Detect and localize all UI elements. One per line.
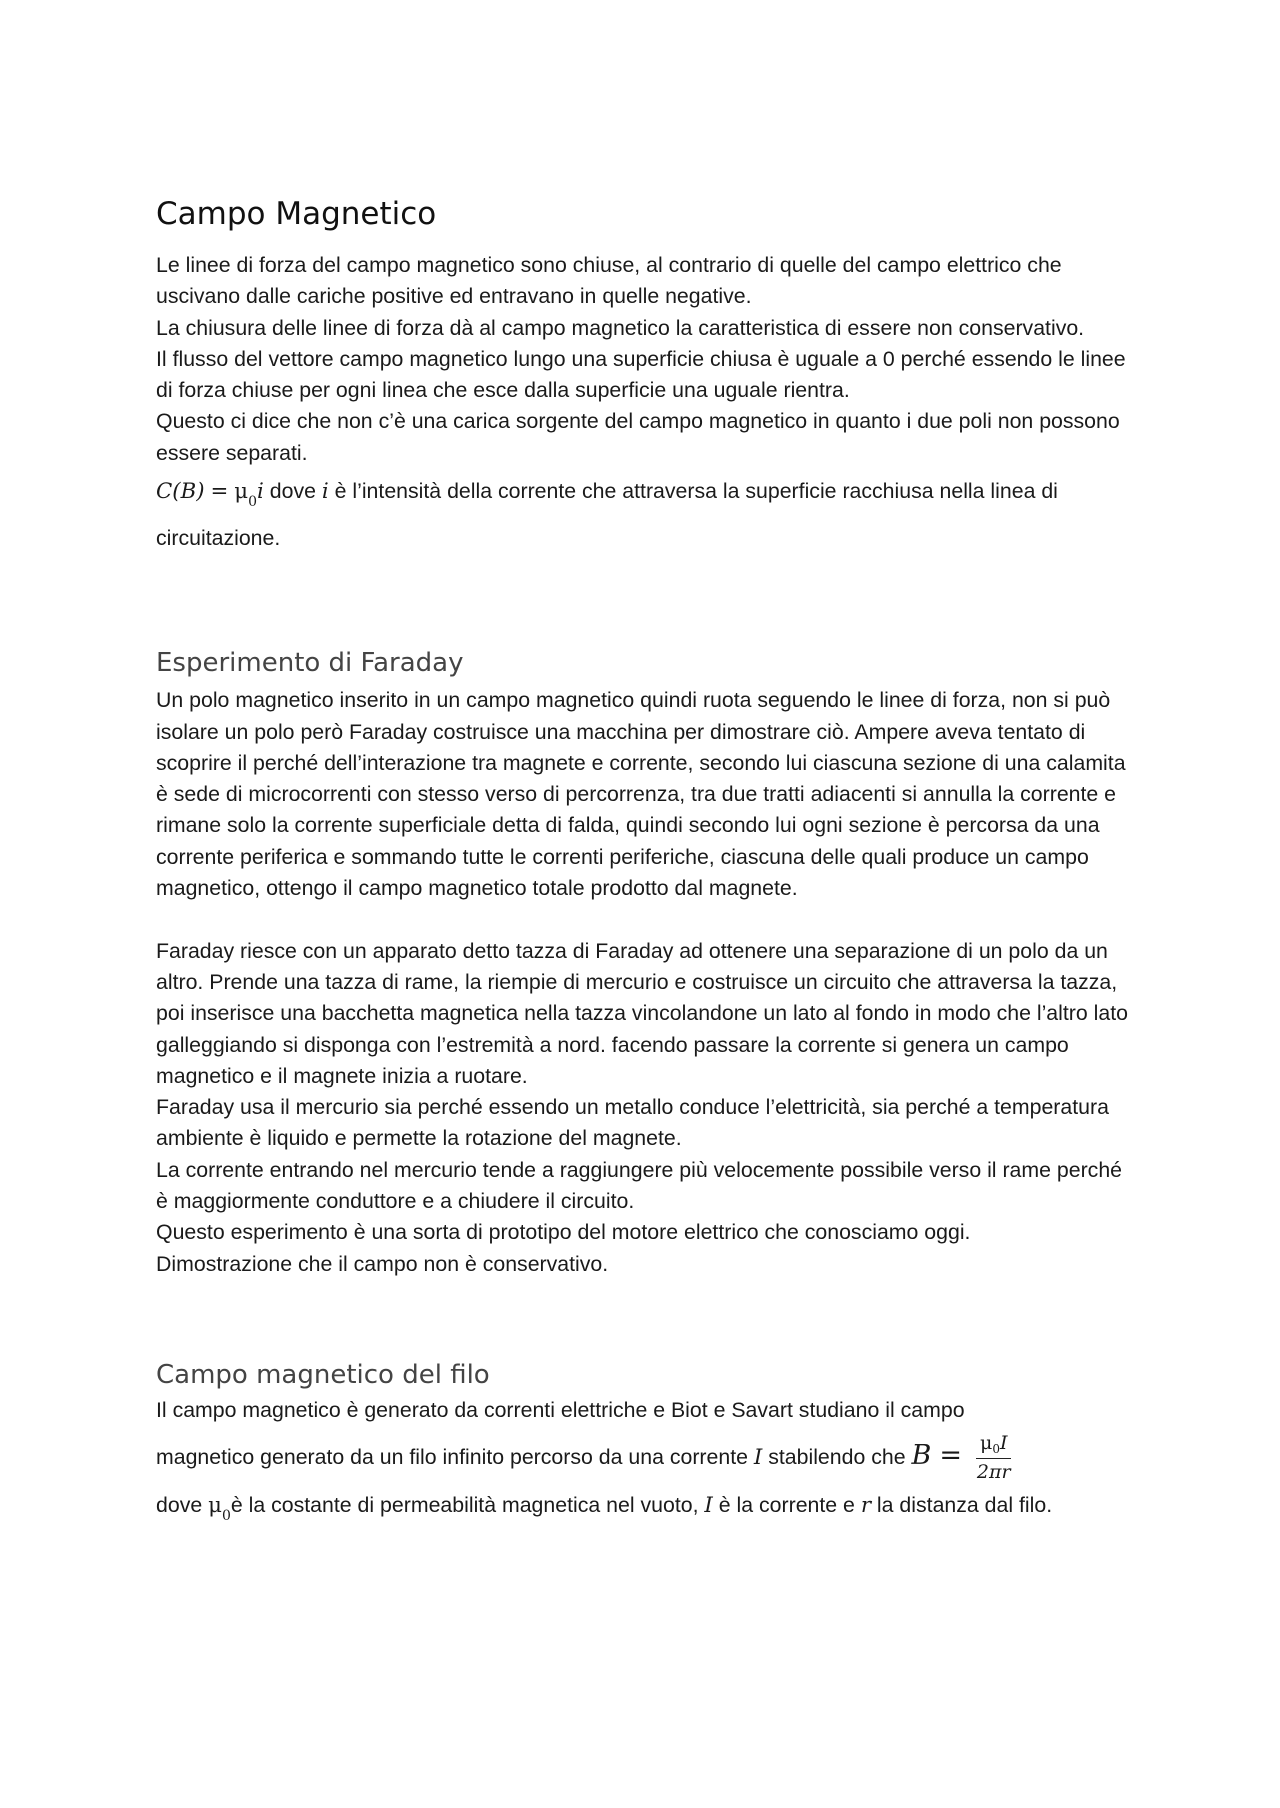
formula-text-b: è l’intensità della corrente che attraversa la superficie racchiusa nella linea di circuitazione. [156, 479, 1058, 551]
filo-r: r [860, 1492, 872, 1518]
filo-var-I: I [753, 1444, 763, 1470]
fraction-denominator: 2πr [976, 1461, 1011, 1484]
num-mu: μ [979, 1432, 993, 1455]
formula-eq: = [210, 479, 229, 505]
formula-lhs: C(B) [156, 479, 205, 505]
faraday-paragraph-2: Faraday riesce con un apparato detto tazza di Faraday ad ottenere una separazione di un polo da un altro. Prende una tazza di rame, la riempie di mercurio e costruisce un circuito che attraversa la tazza, poi inserisce una bacchetta magnetica nella tazza vincolandone un lato al fondo in modo che l’altro lato galleggiando si disponga con l’estremità a nord. facendo passare la corrente si genera un campo magnetico e il magnete inizia a ruotare. [156, 938, 1128, 1088]
filo-heading: Campo magnetico del filo [156, 1360, 490, 1390]
filo-line-3-a: dove [156, 1492, 209, 1517]
filo-line-3-d: la distanza dal filo. [871, 1492, 1053, 1517]
faraday-paragraph-1: Un polo magnetico inserito in un campo magnetico quindi ruota seguendo le linee di forza, non si può isolare un polo però Faraday costruisce una macchina per dimostrare ciò. Ampere aveva tentato di scoprire il perché dell’interazione tra magnete e corrente, secondo lui ciascuna sezione di una calamita è sede di microcorrenti con stesso verso di percorrenza, tra due tratti adiacenti si annulla la corrente e rimane solo la corrente superficiale detta di falda, quindi secondo lui ogni sezione è percorsa da una corrente periferica e sommando tutte le correnti periferiche, ciascuna delle quali produce un campo magnetico, ottengo il campo magnetico totale prodotto dal magnete. [156, 688, 1126, 901]
filo-line-3-b: è la costante di permeabilità magnetica nel vuoto, [230, 1492, 705, 1517]
num-I: I [999, 1432, 1008, 1455]
formula-i: i [257, 479, 264, 505]
num-sub: 0 [992, 1442, 1000, 1457]
filo-line-1: Il campo magnetico è generato da correnti elettriche e Biot e Savart studiano il campo [156, 1398, 965, 1423]
formula-mu-sub: 0 [248, 494, 258, 511]
faraday-paragraph-5: Questo esperimento è una sorta di prototipo del motore elettrico che conosciamo oggi. [156, 1220, 971, 1245]
intro-paragraph-4: Questo ci dice che non c’è una carica sorgente del campo magnetico in quanto i due poli non possono essere separati. [156, 409, 1120, 465]
filo-line-2-end: stabilendo che [762, 1444, 912, 1469]
formula-mu: μ [234, 479, 249, 505]
formula-equals: = [939, 1439, 962, 1471]
formula-B: B [911, 1439, 932, 1471]
faraday-section [156, 648, 1136, 1280]
faraday-paragraph-6: Dimostrazione che il campo non è conservativo. [156, 1251, 609, 1276]
biot-savart-fraction [976, 1432, 1012, 1483]
filo-line-2-text: magnetico generato da un filo infinito percorso da una corrente [156, 1444, 754, 1469]
filo-section [156, 1360, 1136, 1526]
filo-mu: μ [208, 1492, 222, 1518]
circuitation-formula-line [156, 469, 1136, 560]
intro-paragraph-1: Le linee di forza del campo magnetico sono chiuse, al contrario di quelle del campo elettrico che uscivano dalle cariche positive ed entravano in quelle negative. [156, 253, 1062, 309]
faraday-paragraph-3: Faraday usa il mercurio sia perché essendo un metallo conduce l’elettricità, sia perché a temperatura ambiente è liquido e permette la rotazione del magnete. [156, 1095, 1109, 1151]
formula-var-i: i [321, 479, 329, 505]
faraday-heading: Esperimento di Faraday [156, 648, 464, 678]
intro-paragraph-3: Il flusso del vettore campo magnetico lungo una superficie chiusa è uguale a 0 perché essendo le linee di forza chiuse per ogni linea che esce dalla superficie una uguale rientra. [156, 346, 1126, 403]
formula-text-a: dove [263, 479, 322, 504]
intro-paragraph-2: La chiusura delle linee di forza dà al campo magnetico la caratteristica di essere non conservativo. [156, 315, 1085, 340]
filo-I: I [704, 1492, 713, 1518]
filo-line-3-c: è la corrente e [712, 1492, 861, 1517]
faraday-paragraph-4: La corrente entrando nel mercurio tende a raggiungere più velocemente possibile verso il rame perché è maggiormente conduttore e a chiudere il circuito. [156, 1157, 1123, 1214]
fraction-numerator [976, 1432, 1012, 1459]
filo-mu-sub: 0 [221, 1507, 231, 1524]
intro-section [156, 250, 1136, 560]
page-title: Campo Magnetico [156, 196, 437, 232]
filo-line-3 [156, 1487, 1136, 1526]
filo-line-2 [156, 1427, 1136, 1487]
